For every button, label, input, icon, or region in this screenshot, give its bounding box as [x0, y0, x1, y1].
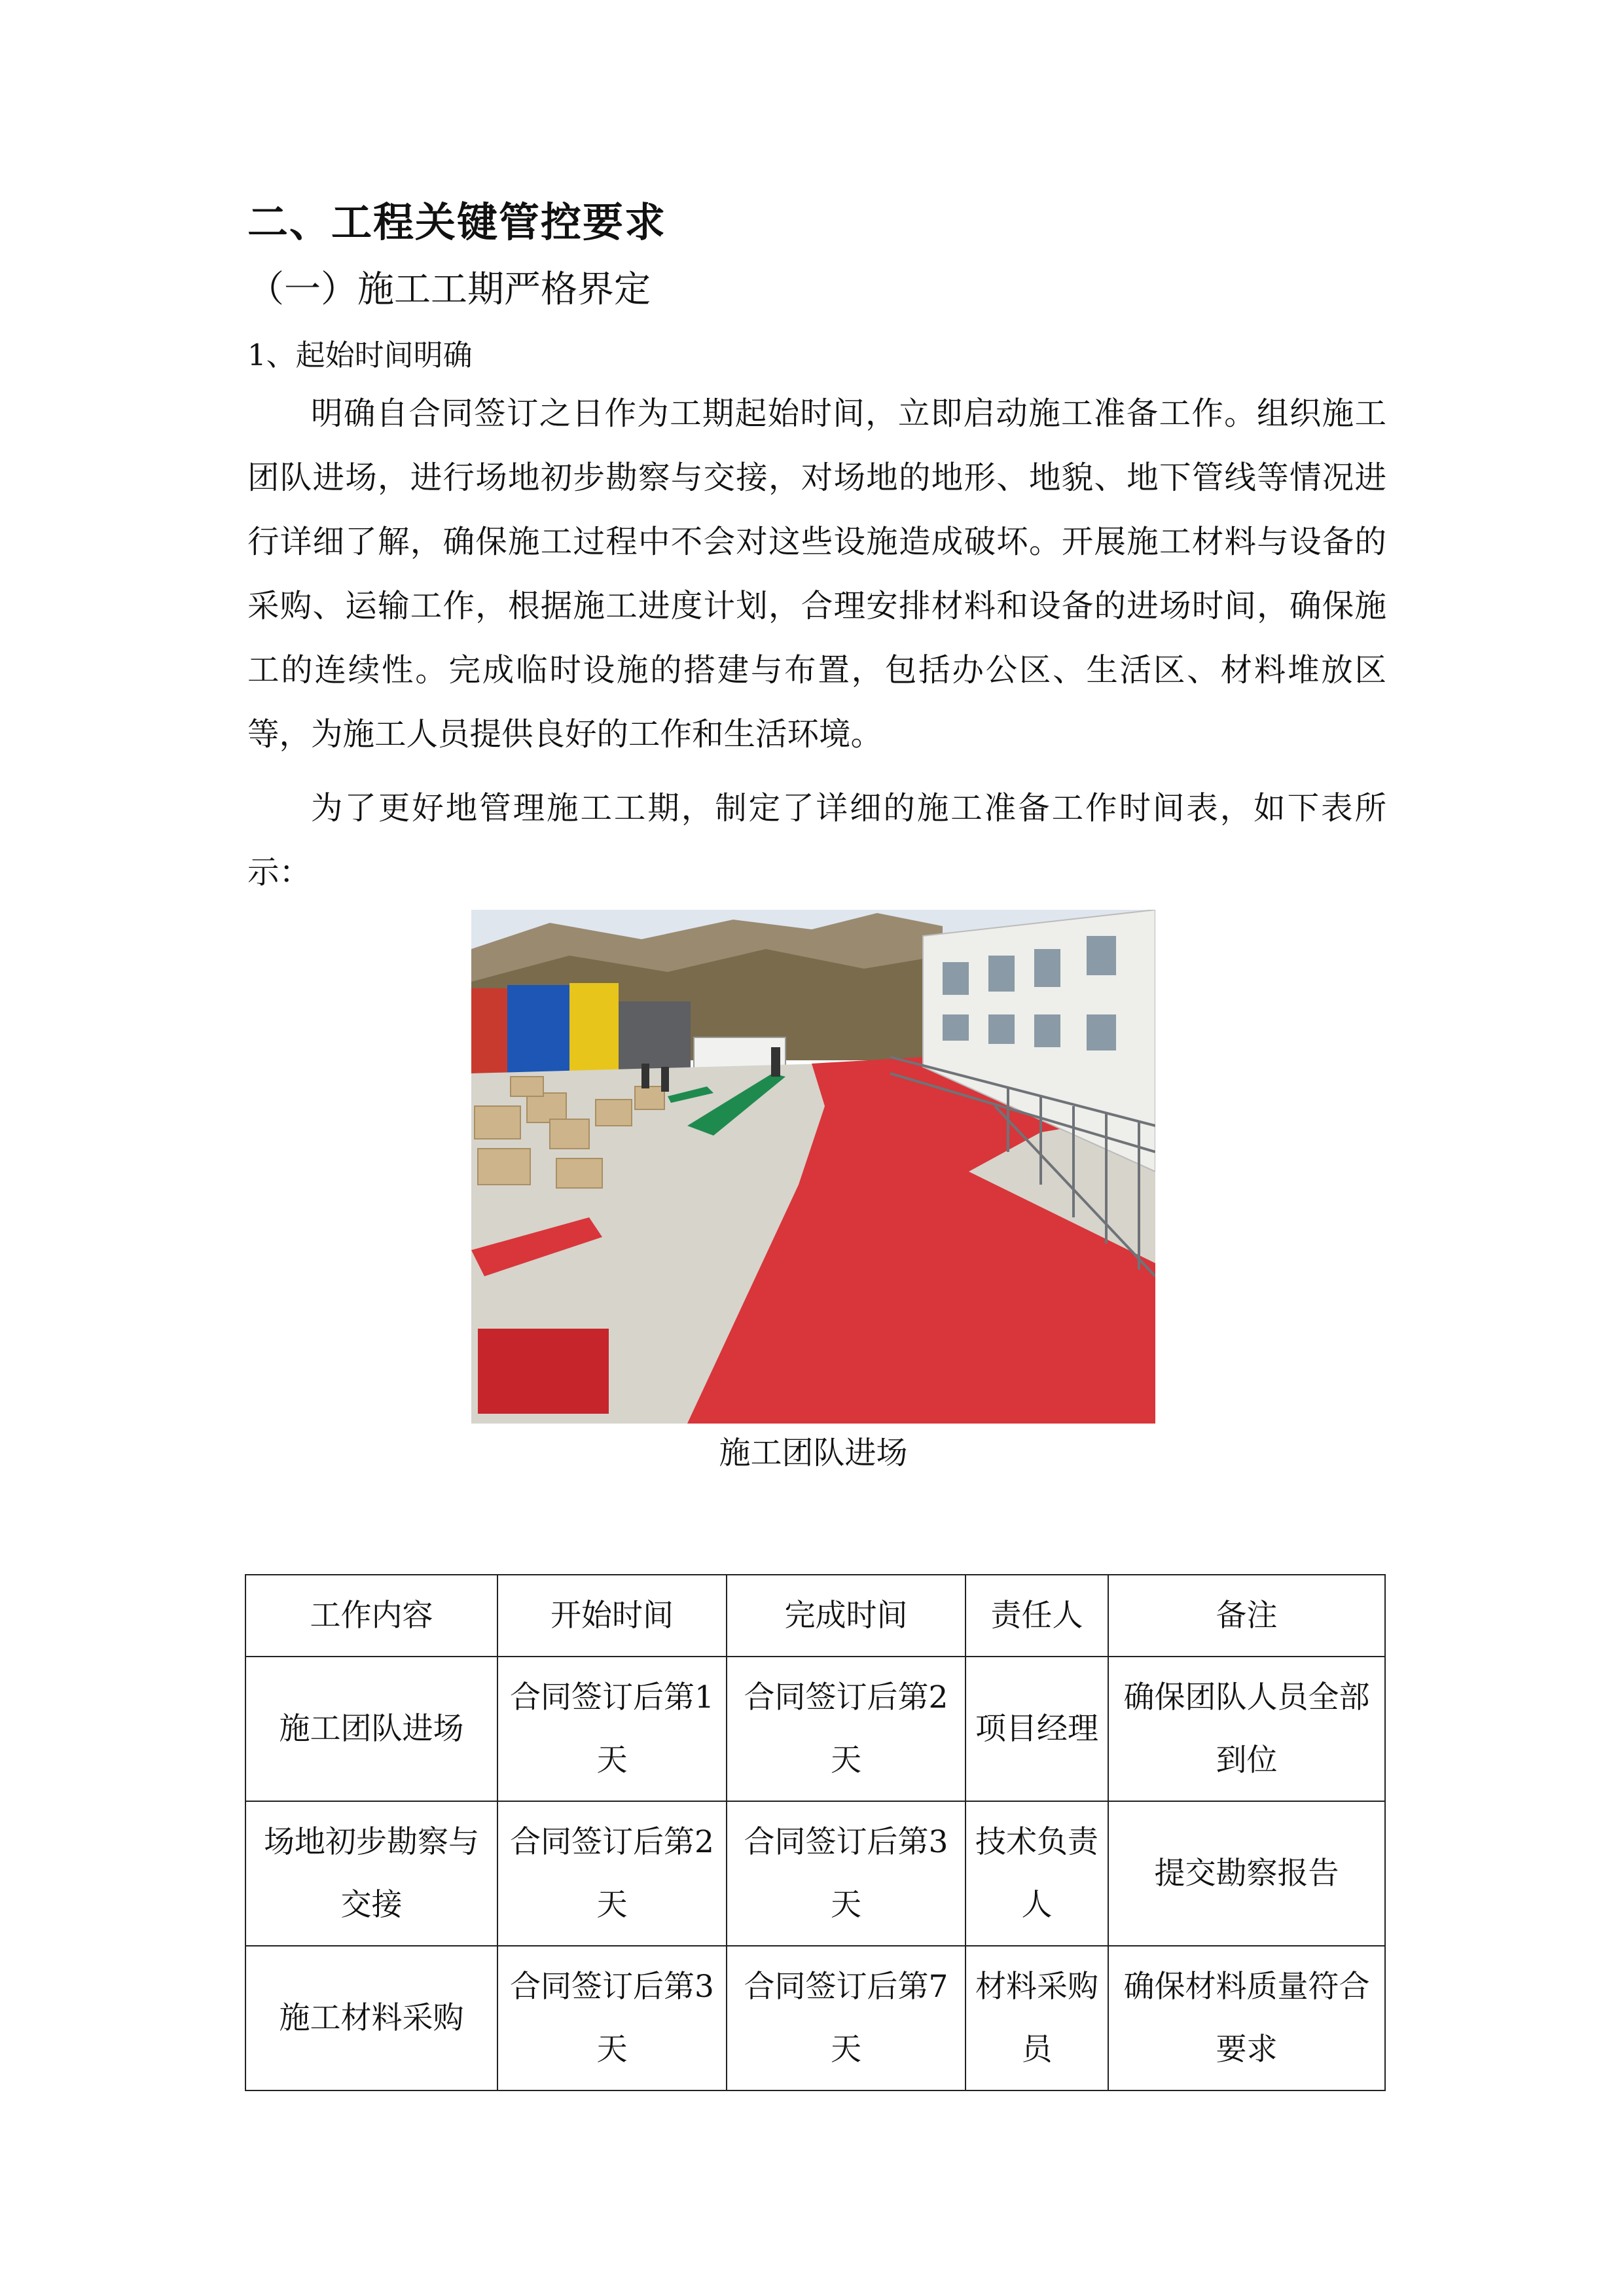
header-owner: 责任人 — [965, 1575, 1108, 1657]
table-row — [245, 1657, 1385, 1801]
section-title: 二、工程关键管控要求 — [247, 198, 667, 246]
cell-start: 合同签订后第1天 — [497, 1657, 727, 1801]
cell-finish: 合同签订后第3天 — [727, 1801, 965, 1946]
header-remark: 备注 — [1108, 1575, 1385, 1657]
red-tiles-stack — [478, 1329, 609, 1414]
cell-finish: 合同签订后第2天 — [727, 1657, 965, 1801]
paragraph-table-intro: 为了更好地管理施工工期，制定了详细的施工准备工作时间表，如下表所示： — [247, 790, 1386, 891]
cell-remark: 确保团队人员全部到位 — [1108, 1657, 1385, 1801]
wall-yellow — [569, 983, 619, 1075]
cell-finish: 合同签订后第7天 — [727, 1946, 965, 2090]
header-start: 开始时间 — [497, 1575, 727, 1657]
cell-work: 场地初步勘察与交接 — [245, 1801, 497, 1946]
header-work: 工作内容 — [245, 1575, 497, 1657]
schedule-table — [245, 1574, 1386, 2091]
wall-grey — [619, 1001, 691, 1070]
subsection-title: （一）施工工期严格界定 — [247, 268, 651, 311]
cell-remark: 提交勘察报告 — [1108, 1801, 1385, 1946]
cell-remark: 确保材料质量符合要求 — [1108, 1946, 1385, 2090]
wall-blue — [507, 985, 569, 1077]
cell-owner: 技术负责人 — [965, 1801, 1108, 1946]
paragraph-start-time: 明确自合同签订之日作为工期起始时间，立即启动施工准备工作。组织施工团队进场，进行场地初步勘察与交接，对场地的地形、地貌、地下管线等情况进行详细了解，确保施工过程中不会对这些设施造成破坏。开展施工材料与设备的采购、运输工作，根据施工进度计划，合理安排材料和设备的进场时间，确保施工的连续性。完成临时设施的搭建与布置，包括办公区、生活区、材料堆放区等，为施工人员提供良好的工作和生活环境。 — [247, 395, 1386, 753]
header-finish: 完成时间 — [727, 1575, 965, 1657]
item-title: 1、起始时间明确 — [247, 338, 473, 372]
cell-start: 合同签订后第3天 — [497, 1946, 727, 2090]
table-header-row — [245, 1575, 1385, 1657]
figure-caption: 施工团队进场 — [719, 1435, 908, 1471]
cell-start: 合同签订后第2天 — [497, 1801, 727, 1946]
cell-owner: 项目经理 — [965, 1657, 1108, 1801]
table-row — [245, 1946, 1385, 2090]
table-row — [245, 1801, 1385, 1946]
cell-work: 施工团队进场 — [245, 1657, 497, 1801]
cell-work: 施工材料采购 — [245, 1946, 497, 2090]
construction-site-photo — [471, 910, 1155, 1424]
cell-owner: 材料采购员 — [965, 1946, 1108, 2090]
wall-red — [471, 988, 507, 1073]
